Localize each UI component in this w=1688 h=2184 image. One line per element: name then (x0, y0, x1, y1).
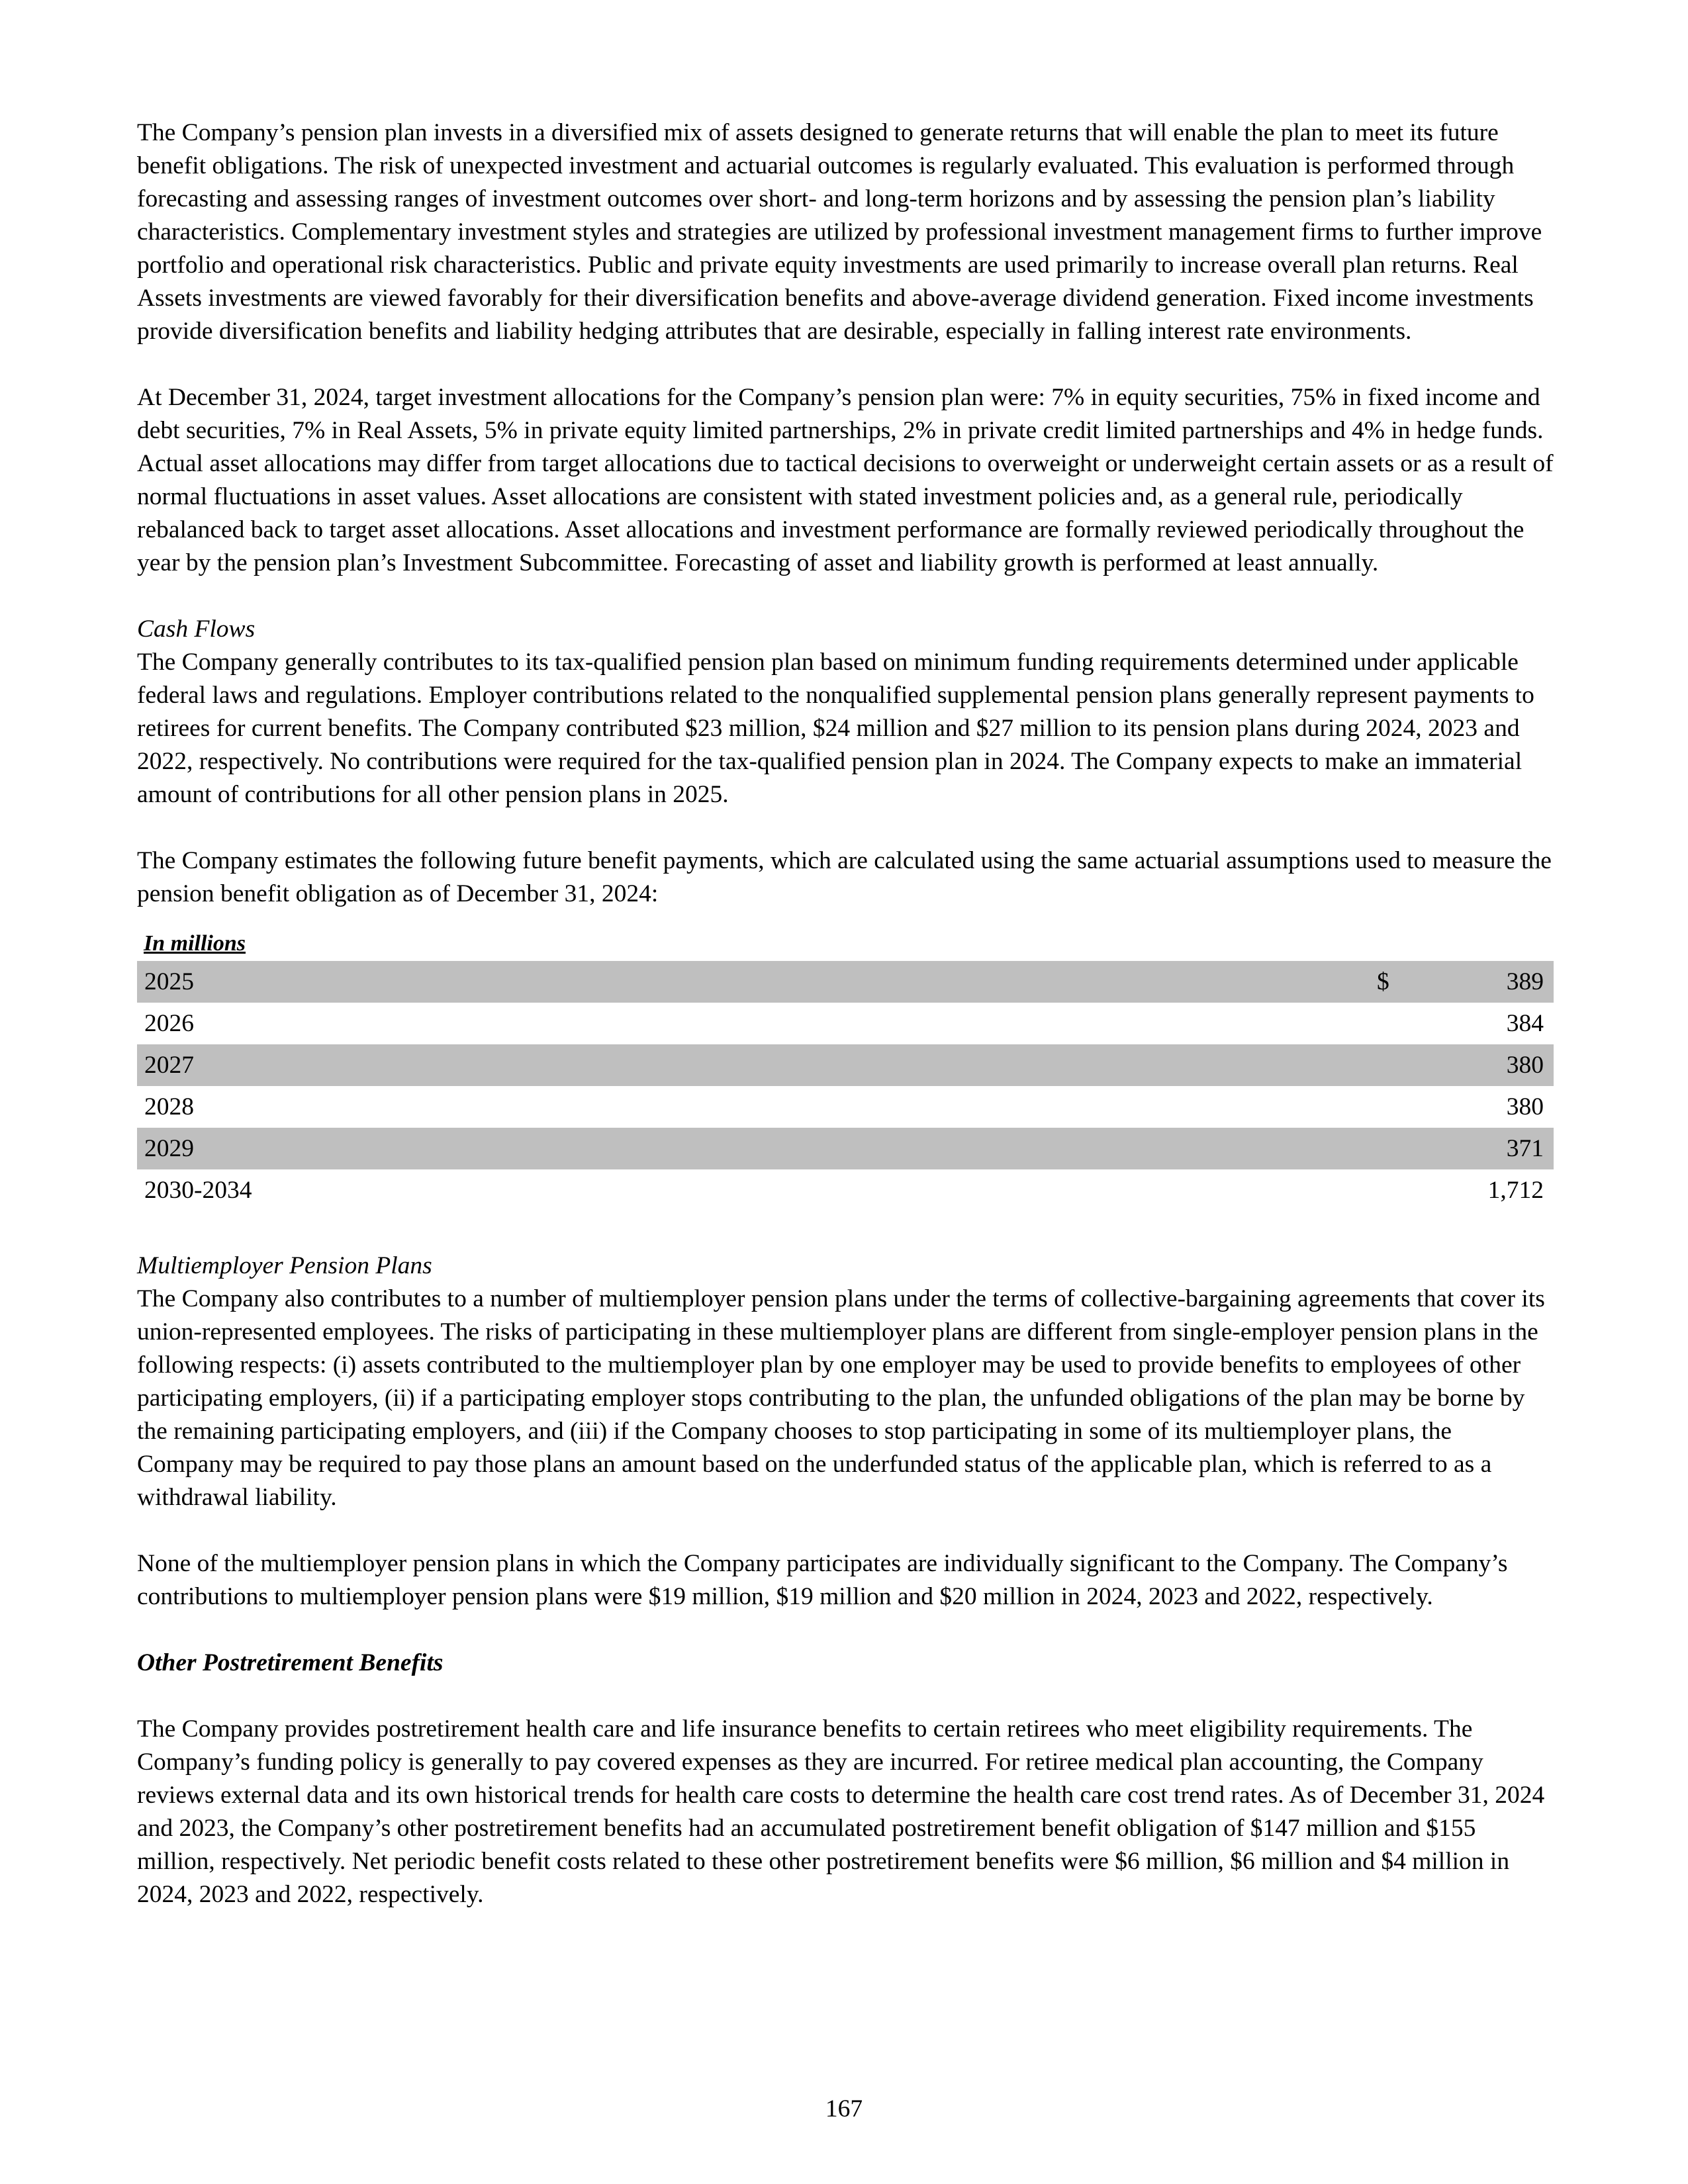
table-row (137, 1044, 1554, 1086)
row-currency: $ (1377, 968, 1389, 995)
row-value: 1,712 (1487, 1177, 1544, 1204)
paragraph-multiemployer-contributions: None of the multiemployer pension plans in which the Company participates are individually significant to the Company. The Company’s contributions to multiemployer pension plans were $19 million, $19 million and $20 million in 2024, 2023 and 2022, respectively. (137, 1550, 1508, 1610)
row-year: 2029 (144, 1135, 194, 1162)
row-year: 2028 (144, 1093, 194, 1120)
table-row (137, 1128, 1554, 1169)
table-row (137, 1169, 1554, 1211)
paragraph-future-payments-intro: The Company estimates the following future benefit payments, which are calculated using the same actuarial assumptions used to measure the pension benefit obligation as of December 31, 2024: (137, 847, 1552, 907)
paragraph-postretirement-benefits: The Company provides postretirement health care and life insurance benefits to certain retirees who meet eligibility requirements. The Company’s funding policy is generally to pay covered expenses as they are incurred. For retiree medical plan accounting, the Company reviews external data and its own historical trends for health care costs to determine the health care cost trend rates. As of December 31, 2024 and 2023, the Company’s other postretirement benefits had an accumulated postretirement benefit obligation of $147 million and $155 million, respectively. Net periodic benefit costs related to these other postretirement benefits were $6 million, $6 million and $4 million in 2024, 2023 and 2022, respectively. (137, 1715, 1545, 1908)
row-year: 2027 (144, 1052, 194, 1079)
heading-cash-flows: Cash Flows (137, 615, 256, 643)
table-row (137, 1003, 1554, 1044)
row-value: 371 (1506, 1135, 1544, 1162)
benefit-payments-table (137, 961, 1554, 1211)
heading-other-postretirement-benefits: Other Postretirement Benefits (137, 1649, 444, 1676)
paragraph-target-allocations: At December 31, 2024, target investment allocations for the Company’s pension plan were: 7% in equity securities, 75% in fixed income and debt securities, 7% in Real Assets, 5% in private equity limited partnerships, 2% in private credit limited partnerships and 4% in hedge funds. Actual asset allocations may differ from target allocations due to tactical decisions to overweight or underweight certain assets or as a result of normal fluctuations in asset values. Asset allocations are consistent with stated investment policies and, as a general rule, periodically rebalanced back to target asset allocations. Asset allocations and investment performance are formally reviewed periodically throughout the year by the pension plan’s Investment Subcommittee. Forecasting of asset and liability growth is performed at least annually. (137, 384, 1554, 576)
table-caption: In millions (144, 931, 246, 956)
row-year: 2026 (144, 1010, 194, 1037)
table-row (137, 1086, 1554, 1128)
page-number: 167 (825, 2095, 863, 2122)
row-value: 389 (1506, 968, 1544, 995)
row-value: 384 (1506, 1010, 1544, 1037)
row-value: 380 (1506, 1052, 1544, 1079)
paragraph-investment-strategy: The Company’s pension plan invests in a diversified mix of assets designed to generate returns that will enable the plan to meet its future benefit obligations. The risk of unexpected investment and actuarial outcomes is regularly evaluated. This evaluation is performed through forecasting and assessing ranges of investment outcomes over short- and long-term horizons and by assessing the pension plan’s liability characteristics. Complementary investment styles and strategies are utilized by professional investment management firms to further improve portfolio and operational risk characteristics. Public and private equity investments are used primarily to increase overall plan returns. Real Assets investments are viewed favorably for their diversification benefits and above-average dividend generation. Fixed income investments provide diversification benefits and liability hedging attributes that are desirable, especially in falling interest rate environments. (137, 119, 1542, 345)
row-year: 2030-2034 (144, 1177, 252, 1204)
paragraph-multiemployer-risks: The Company also contributes to a number of multiemployer pension plans under the terms of collective-bargaining agreements that cover its union-represented employees. The risks of participating in these multiemployer plans are different from single-employer pension plans in the following respects: (i) assets contributed to the multiemployer plan by one employer may be used to provide benefits to employees of other participating employers, (ii) if a participating employer stops contributing to the plan, the unfunded obligations of the plan may be borne by the remaining participating employers, and (iii) if the Company chooses to stop participating in some of its multiemployer plans, the Company may be required to pay those plans an amount based on the underfunded status of the applicable plan, which is referred to as a withdrawal liability. (137, 1285, 1545, 1511)
row-year: 2025 (144, 968, 194, 995)
table-row (137, 961, 1554, 1003)
paragraph-cash-flows: The Company generally contributes to its tax-qualified pension plan based on minimum funding requirements determined under applicable federal laws and regulations. Employer contributions related to the nonqualified supplemental pension plans generally represent payments to retirees for current benefits. The Company contributed $23 million, $24 million and $27 million to its pension plans during 2024, 2023 and 2022, respectively. No contributions were required for the tax-qualified pension plan in 2024. The Company expects to make an immaterial amount of contributions for all other pension plans in 2025. (137, 649, 1534, 808)
document-page (137, 116, 1554, 1944)
heading-multiemployer-pension-plans: Multiemployer Pension Plans (137, 1252, 432, 1279)
row-value: 380 (1506, 1093, 1544, 1120)
